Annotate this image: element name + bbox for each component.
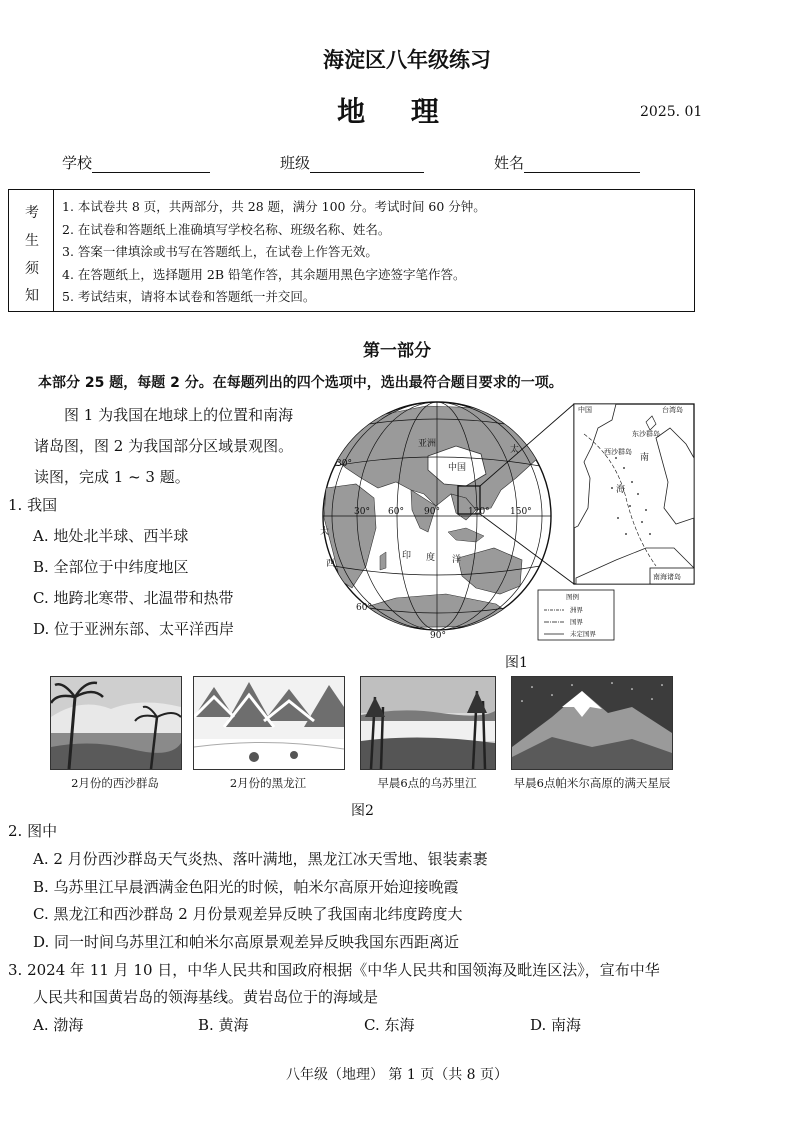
q1-option-b[interactable]: B. 全部位于中纬度地区 <box>33 558 189 576</box>
label-atlantic1: 大 <box>320 527 330 537</box>
notice-label-char: 考 <box>25 205 39 221</box>
inset-label-nan: 南 <box>640 453 650 463</box>
label-lat60: 60° <box>356 603 372 613</box>
legend-title: 图例 <box>566 593 579 601</box>
figure1-map <box>316 398 700 646</box>
school-field <box>62 152 210 173</box>
subject-title: 地 理 <box>337 95 457 128</box>
q2-option-d[interactable]: D. 同一时间乌苏里江和帕米尔高原景观差异反映我国东西距离近 <box>33 933 460 951</box>
exam-title: 海淀区八年级练习 <box>323 47 491 72</box>
label-china: 中国 <box>448 463 467 473</box>
inset-label-hai: 海 <box>616 485 626 495</box>
label-lon60: 60° <box>388 507 404 517</box>
notice-item: 3. 答案一律填涂或书写在答题纸上，在试卷上作答无效。 <box>62 244 378 259</box>
name-label: 姓名 <box>494 154 525 172</box>
label-atlantic2: 西 <box>326 559 336 569</box>
notice-item: 5. 考试结束，请将本试卷和答题纸一并交回。 <box>62 289 316 304</box>
label-indian2: 度 <box>426 553 436 563</box>
label-lon90: 90° <box>424 507 440 517</box>
label-lon150: 150° <box>510 507 532 517</box>
notice-item: 1. 本试卷共 8 页，共两部分，共 28 题，满分 100 分。考试时间 60 分钟。 <box>62 199 486 214</box>
part-title: 第一部分 <box>363 341 431 361</box>
q2-stem: 2. 图中 <box>8 822 58 840</box>
photo-pamir <box>511 676 673 770</box>
school-blank[interactable] <box>92 156 210 173</box>
name-blank[interactable] <box>524 156 640 173</box>
photo-caption: 2月份的黑龙江 <box>229 776 307 790</box>
name-field <box>494 152 640 173</box>
map-legend <box>538 590 614 640</box>
photo-caption: 早晨6点的乌苏里江 <box>377 776 477 790</box>
q2-option-a[interactable]: A. 2 月份西沙群岛天气炎热、落叶满地，黑龙江冰天雪地、银装素裹 <box>33 850 488 868</box>
q3-stem-line2: 人民共和国黄岩岛的领海基线。黄岩岛位于的海域是 <box>33 988 379 1006</box>
exam-notice-box <box>8 189 695 312</box>
inset-label-xisha: 西沙群岛 <box>604 448 632 456</box>
class-blank[interactable] <box>310 156 424 173</box>
legend-item: 国界 <box>570 618 583 626</box>
figure1-caption: 图1 <box>505 655 528 671</box>
q1-stem: 1. 我国 <box>8 496 58 514</box>
intro-text: 图 1 为我国在地球上的位置和南海诸岛图，图 2 为我国部分区域景观图。读图，完成 1 ~ 3 题。 <box>34 406 294 486</box>
q1-option-d[interactable]: D. 位于亚洲东部、太平洋西岸 <box>33 620 235 638</box>
label-lon120: 120° <box>468 507 490 517</box>
part-instruction: 本部分 25 题，每题 2 分。在每题列出的四个选项中，选出最符合题目要求的一项。 <box>38 375 563 391</box>
exam-date: 2025. 01 <box>640 104 703 120</box>
photo-xisha <box>50 676 182 770</box>
inset-label-china: 中国 <box>578 406 592 414</box>
notice-items <box>62 196 486 309</box>
q2-option-b[interactable]: B. 乌苏里江早晨洒满金色阳光的时候，帕米尔高原开始迎接晚霞 <box>33 878 459 896</box>
label-lat30: 30° <box>336 459 352 469</box>
notice-label-char: 须 <box>25 261 39 277</box>
photo-caption: 早晨6点帕米尔高原的满天星辰 <box>513 776 671 790</box>
q1-option-a[interactable]: A. 地处北半球、西半球 <box>33 527 189 545</box>
class-field <box>280 152 424 173</box>
notice-item: 4. 在答题纸上，选择题用 2B 铅笔作答，其余题用黑色字迹签字笔作答。 <box>62 266 466 282</box>
notice-label <box>9 190 54 311</box>
q2-option-c[interactable]: C. 黑龙江和西沙群岛 2 月份景观差异反映了我国南北纬度跨度大 <box>33 905 463 923</box>
notice-label-char: 知 <box>25 288 39 304</box>
label-lon30: 30° <box>354 507 370 517</box>
notice-item: 2. 在试卷和答题纸上准确填写学校名称、班级名称、姓名。 <box>62 221 391 237</box>
q3-option-c[interactable]: C. 东海 <box>364 1016 415 1034</box>
photo-wusulijiang <box>360 676 496 770</box>
q1-option-c[interactable]: C. 地跨北寒带、北温带和热带 <box>33 589 234 607</box>
south-china-sea-inset <box>574 404 694 584</box>
inset-label-nanhai: 南海诸岛 <box>653 573 681 581</box>
q3-stem-line1: 3. 2024 年 11 月 10 日，中华人民共和国政府根据《中华人民共和国领海及毗连区法》，宣布中华 <box>8 961 660 979</box>
label-indian3: 洋 <box>452 555 462 565</box>
figure2-caption: 图2 <box>351 803 374 819</box>
label-pacific: 太 <box>510 445 520 455</box>
school-label: 学校 <box>62 154 93 172</box>
inset-label-dongsha: 东沙群岛 <box>632 430 660 438</box>
class-label: 班级 <box>280 154 311 172</box>
notice-label-char: 生 <box>25 233 39 249</box>
label-indian1: 印 <box>402 551 412 561</box>
legend-item: 洲界 <box>570 606 583 614</box>
q3-option-b[interactable]: B. 黄海 <box>198 1016 249 1034</box>
q3-option-d[interactable]: D. 南海 <box>530 1016 582 1034</box>
inset-label-taiwan: 台湾岛 <box>662 406 683 414</box>
legend-item: 未定国界 <box>570 630 596 638</box>
label-asia: 亚洲 <box>418 439 437 449</box>
page-footer: 八年级（地理） 第 1 页（共 8 页） <box>285 1067 509 1083</box>
photo-heilongjiang <box>193 676 345 770</box>
photo-caption: 2月份的西沙群岛 <box>71 776 159 790</box>
label-lat90: 90° <box>430 631 446 641</box>
q3-option-a[interactable]: A. 渤海 <box>33 1016 84 1034</box>
